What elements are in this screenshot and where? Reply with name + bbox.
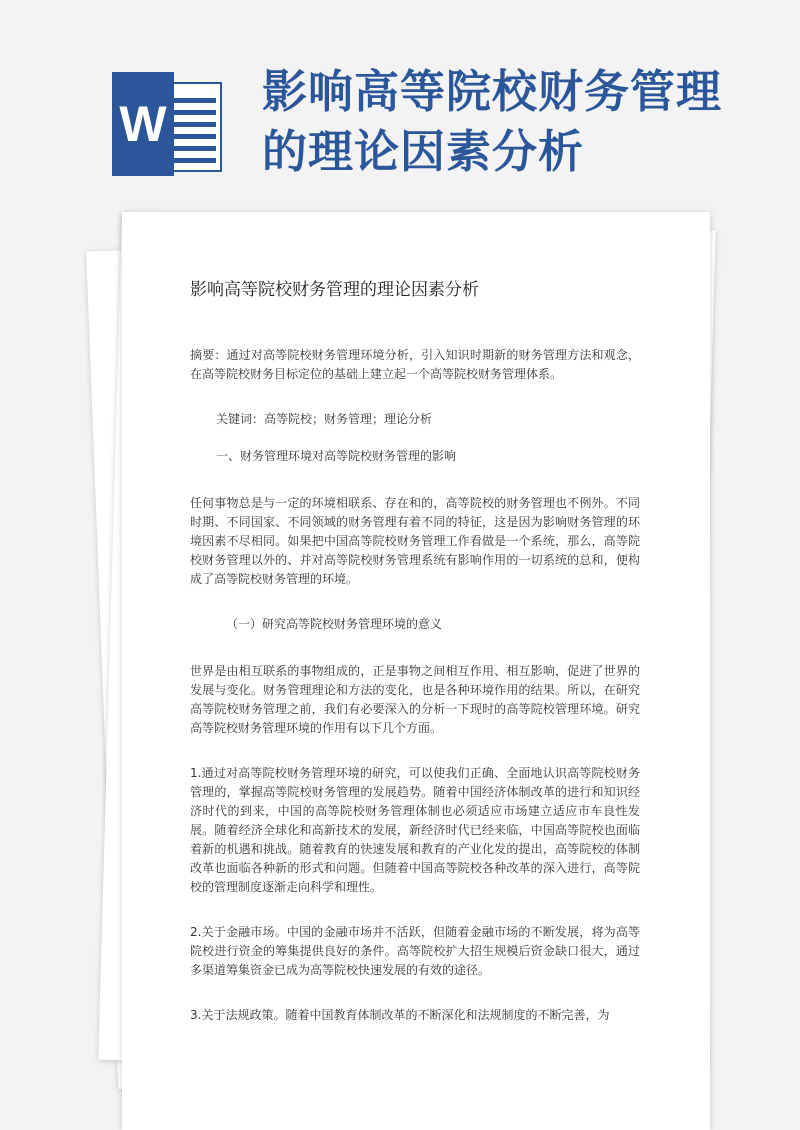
document-body xyxy=(190,278,640,1051)
page-title: 影响高等院校财务管理的理论因素分析 xyxy=(262,65,723,178)
word-icon xyxy=(112,72,224,176)
abstract-paragraph: 摘要：通过对高等院校财务管理环境分析，引入知识时期新的财务管理方法和观念，在高等院校财务目标定位的基础上建立起一个高等院校财务管理体系。 xyxy=(190,348,640,381)
document-title: 影响高等院校财务管理的理论因素分析 xyxy=(190,280,479,300)
body-paragraph: 世界是由相互联系的事物组成的，正是事物之间相互作用、相互影响，促进了世界的发展与变化。财务管理理论和方法的变化，也是各种环境作用的结果。所以，在研究高等院校财务管理之前，我们有必要深入的分析一下现时的高等院校管理环境。研究高等院校财务管理环境的作用有以下几个方面。 xyxy=(190,664,640,735)
subsection-heading: （一）研究高等院校财务管理环境的意义 xyxy=(226,617,443,631)
body-paragraph: 任何事物总是与一定的环境相联系、存在和的，高等院校的财务管理也不例外。不同时期、不同国家、不同领域的财务管理有着不同的特征，这是因为影响财务管理的环境因素不尽相同。如果把中国高等院校财务管理工作看做是一个系统，那么，高等院校财务管理以外的、并对高等院校财务管理系统有影响作用的一切系统的总和，便构成了高等院校财务管理的环境。 xyxy=(190,496,640,586)
section-heading: 一、财务管理环境对高等院校财务管理的影响 xyxy=(216,449,457,463)
list-item: 1.通过对高等院校财务管理环境的研究，可以使我们正确、全面地认识高等院校财务管理的，掌握高等院校财务管理的发展趋势。随着中国经济体制改革的进行和知识经济时代的到来，中国的高等院校财务管理体制也必须适应市场建立适应市车良性发展。随着经济全球化和高新技术的发展，新经济时代已经来临，中国高等院校也面临着新的机遇和挑战。随着教育的快速发展和教育的产业化发的提出，高等院校的体制改革也面临各种新的形式和问题。但随着中国高等院校各种改革的深入进行，高等院校的管理制度逐渐走向科学和理性。 xyxy=(190,766,640,894)
word-logo-badge: W xyxy=(112,72,174,176)
keywords-line: 关键词：高等院校；财务管理；理论分析 xyxy=(216,412,433,426)
list-item: 3.关于法规政策。随着中国教育体制改革的不断深化和法规制度的不断完善，为 xyxy=(190,1008,610,1022)
list-item: 2.关于金融市场。中国的金融市场并不活跃，但随着金融市场的不断发展，将为高等院校进行资金的筹集提供良好的条件。高等院校扩大招生规模后资金缺口很大，通过多渠道筹集资金已成为高等院校快速发展的有效的途径。 xyxy=(190,925,640,977)
